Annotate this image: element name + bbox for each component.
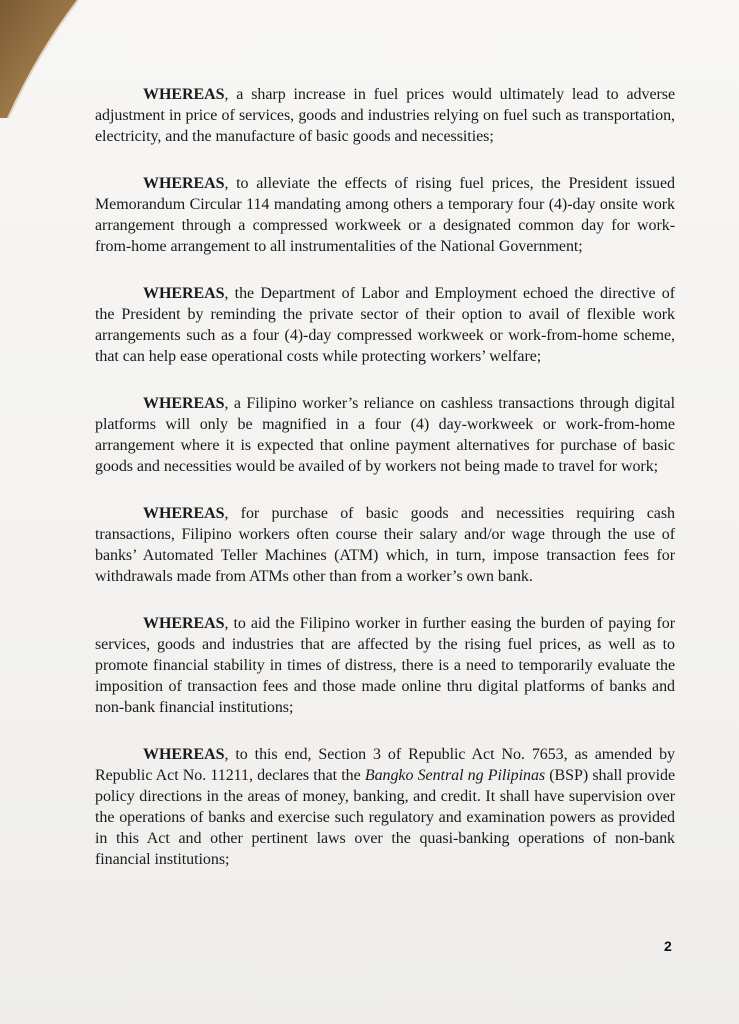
whereas-paragraph-2	[95, 173, 675, 257]
document-body	[95, 84, 675, 896]
paragraph-text: , to alleviate the effects of rising fuel prices, the President issued Memorandum Circular 114 mandating among others a temporary four (4)-day onsite work arrangement through a compressed workweek or a designated common day for work-from-home arrangement to all instrumentalities of the National Government;	[95, 175, 675, 255]
paragraph-text: , for purchase of basic goods and necessities requiring cash transactions, Filipino workers often course their salary and/or wage through the use of banks’ Automated Teller Machines (ATM) which, in turn, impose transaction fees for withdrawals made from ATMs other than from a worker’s own bank.	[95, 505, 675, 585]
whereas-paragraph-1	[95, 84, 675, 147]
whereas-paragraph-6	[95, 613, 675, 718]
whereas-lead: WHEREAS	[143, 175, 225, 192]
whereas-lead: WHEREAS	[143, 746, 225, 763]
desk-background-corner	[0, 0, 85, 120]
whereas-lead: WHEREAS	[143, 285, 225, 302]
whereas-paragraph-3	[95, 283, 675, 367]
whereas-lead: WHEREAS	[143, 505, 225, 522]
paragraph-text: , a sharp increase in fuel prices would ultimately lead to adverse adjustment in price of services, goods and industries relying on fuel such as transportation, electricity, and the manufacture of basic goods and necessities;	[95, 86, 675, 145]
bsp-italic-name: Bangko Sentral ng Pilipinas	[364, 767, 546, 784]
whereas-lead: WHEREAS	[143, 86, 225, 103]
paragraph-text: , a Filipino worker’s reliance on cashless transactions through digital platforms will only be magnified in a four (4) day-workweek or work-from-home arrangement where it is expected that online payment alternatives for purchase of basic goods and necessities would be availed of by workers not being made to travel for work;	[95, 395, 675, 475]
paragraph-text: , to this end, Section 3 of Republic Act No. 7653, as amended by Republic Act No. 11211, declares that the	[95, 746, 675, 784]
whereas-lead: WHEREAS	[143, 615, 225, 632]
paragraph-text: , to aid the Filipino worker in further easing the burden of paying for services, goods and industries that are affected by the rising fuel prices, as well as to promote financial stability in times of distress, there is a need to temporarily evaluate the imposition of transaction fees and those made online thru digital platforms of banks and non-bank financial institutions;	[95, 615, 675, 716]
whereas-paragraph-7	[95, 744, 675, 870]
whereas-paragraph-4	[95, 393, 675, 477]
whereas-paragraph-5	[95, 503, 675, 587]
page-number: 2	[664, 938, 672, 954]
paragraph-text: (BSP) shall provide policy directions in the areas of money, banking, and credit. It shall have supervision over the operations of banks and exercise such regulatory and examination powers as provided in this Act and other pertinent laws over the quasi-banking operations of non-bank financial institutions;	[95, 767, 675, 868]
paragraph-text: , the Department of Labor and Employment echoed the directive of the President by reminding the private sector of their option to avail of flexible work arrangements such as a four (4)-day compressed workweek or work-from-home scheme, that can help ease operational costs while protecting workers’ welfare;	[95, 285, 675, 365]
page-corner-shadow	[0, 0, 85, 120]
whereas-lead: WHEREAS	[143, 395, 225, 412]
